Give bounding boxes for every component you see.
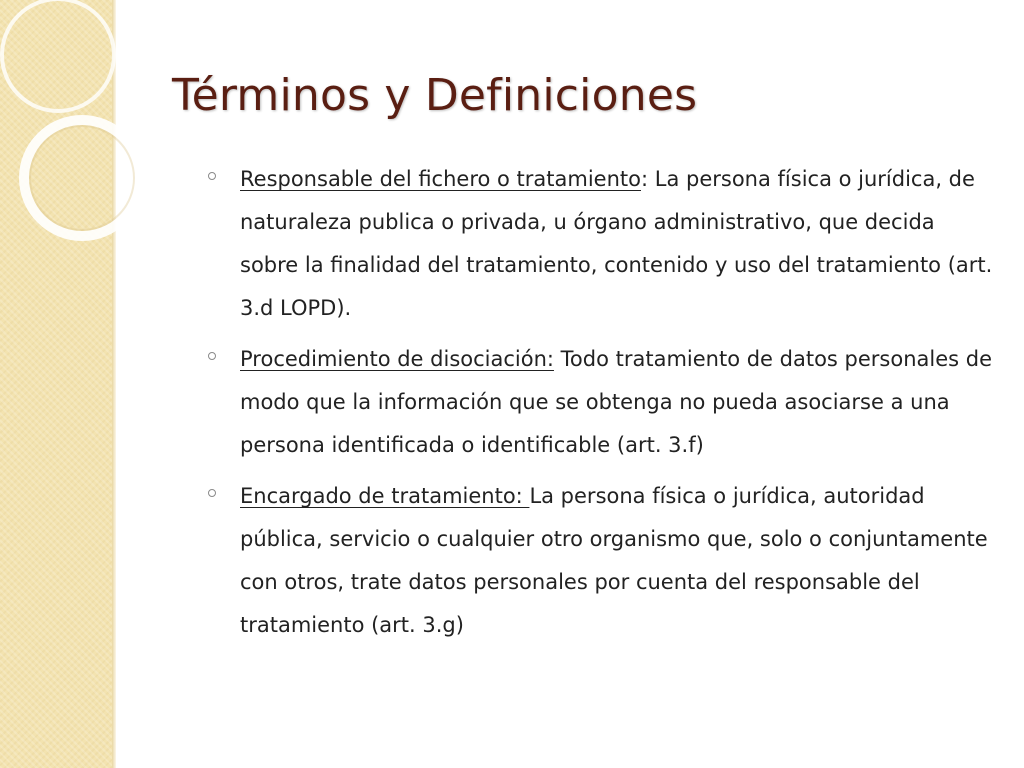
hollow-circle-bullet-icon xyxy=(208,489,216,497)
definition-term: Encargado de tratamiento: xyxy=(240,484,530,508)
definition-item xyxy=(208,475,998,647)
definition-term: Procedimiento de disociación: xyxy=(240,347,554,371)
definition-term: Responsable del fichero o tratamiento xyxy=(240,167,641,191)
decorative-ring-large xyxy=(2,0,114,111)
slide-title: Términos y Definiciones xyxy=(172,70,698,121)
decorative-ring-small xyxy=(24,120,140,236)
definition-text: La persona física o jurídica, autoridad pública, servicio o cualquier otro organismo que, solo o conjuntamente con otros, trate datos personales por cuenta del responsable del tratamiento (art. 3.g) xyxy=(240,484,988,637)
definition-item xyxy=(208,158,998,330)
hollow-circle-bullet-icon xyxy=(208,172,216,180)
definition-text: : La persona física o jurídica, de naturaleza publica o privada, u órgano administrativo, que decida sobre la finalidad del tratamiento, contenido y uso del tratamiento (art. 3.d LOPD). xyxy=(240,167,993,320)
hollow-circle-bullet-icon xyxy=(208,352,216,360)
decorative-ring-small-shadow xyxy=(30,126,134,230)
definition-item xyxy=(208,338,998,467)
definition-text: Todo tratamiento de datos personales de modo que la información que se obtenga no pueda asociarse a una persona identificada o identificable (art. 3.f) xyxy=(240,347,993,457)
decorative-rings xyxy=(0,0,140,280)
definition-list xyxy=(208,158,998,655)
